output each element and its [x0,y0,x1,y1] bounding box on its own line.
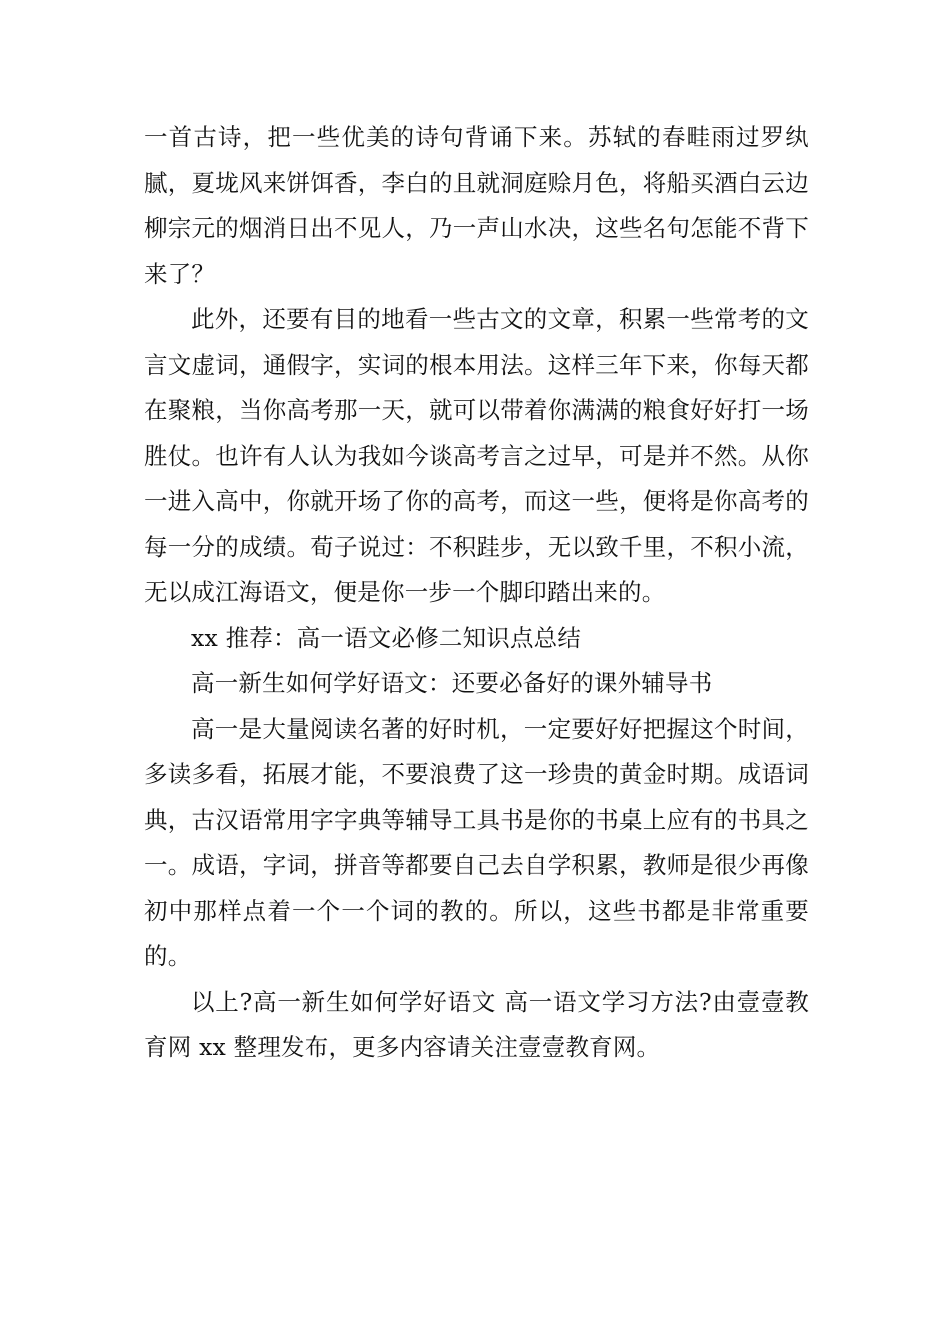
paragraph-reference-books: 高一是大量阅读名著的好时机，一定要好好把握这个时间，多读多看，拓展才能，不要浪费了这一珍贵的黄金时期。成语词典，古汉语常用字字典等辅导工具书是你的书桌上应有的书具之一。成语，字词，拼音等都要自己去自学积累，教师是很少再像初中那样点着一个一个词的教的。所以，这些书都是非常重要的。 [144,714,809,970]
paragraph-closing: 以上?高一新生如何学好语文 高一语文学习方法?由壹壹教育网 xx 整理发布，更多内容请关注壹壹教育网。 [144,987,809,1061]
paragraph-subheading: 高一新生如何学好语文：还要必备好的课外辅导书 [191,669,713,697]
paragraph-recommendation: xx 推荐：高一语文必修二知识点总结 [191,623,582,652]
paragraph-poems: 一首古诗，把一些优美的诗句背诵下来。苏轼的春畦雨过罗纨腻，夏垅风来饼饵香，李白的且就洞庭赊月色，将船买酒白云边柳宗元的烟消日出不见人，乃一声山水决，这些名句怎能不背下来了？ [144,123,809,288]
paragraph-classical-texts: 此外，还要有目的地看一些古文的文章，积累一些常考的文言文虚词，通假字，实词的根本用法。这样三年下来，你每天都在聚粮，当你高考那一天，就可以带着你满满的粮食好好打一场胜仗。也许有人认为我如今谈高考言之过早，可是并不然。从你一进入高中，你就开场了你的高考，而这一些，便将是你高考的每一分的成绩。荀子说过：不积跬步，无以致千里，不积小流，无以成江海语文，便是你一步一个脚印踏出来的。 [144,305,809,606]
document-body [144,115,809,1071]
